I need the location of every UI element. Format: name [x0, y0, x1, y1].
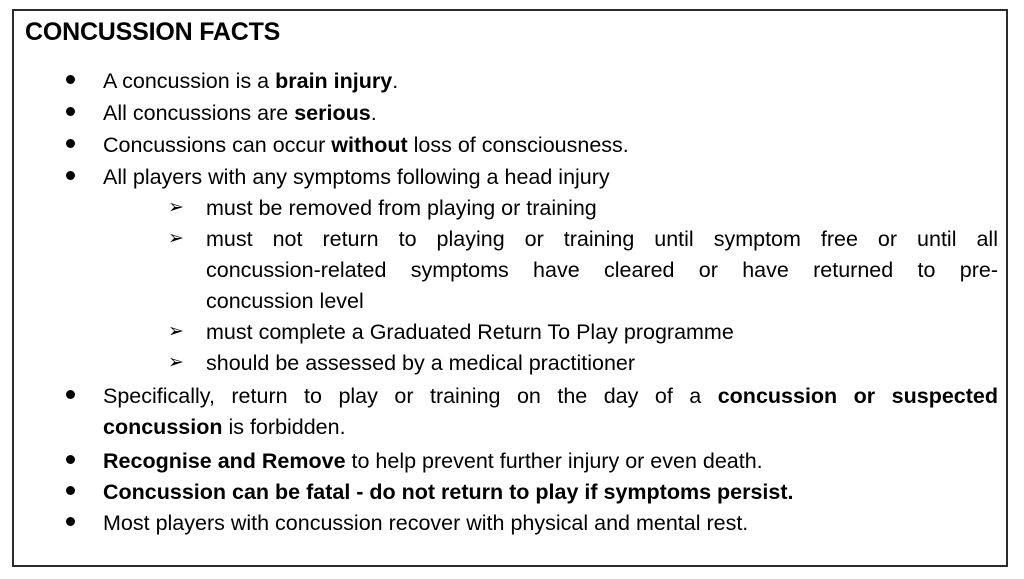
- sub-item-4: should be assessed by a medical practitioner: [206, 351, 636, 375]
- bullet-dot-icon: [66, 107, 75, 116]
- bullet-dot-icon: [66, 486, 75, 495]
- arrowhead-bullet-icon: ➢: [168, 228, 184, 249]
- fact-4: All players with any symptoms following a head injury: [103, 165, 610, 189]
- fact-7: Concussion can be fatal - do not return to play if symptoms persist.: [103, 480, 794, 504]
- arrowhead-bullet-icon: ➢: [168, 197, 184, 218]
- arrowhead-bullet-icon: ➢: [168, 321, 184, 342]
- fact-2: All concussions are serious.: [103, 101, 377, 125]
- sub-item-2-line-1: must not return to playing or training until symptom free or until all: [206, 227, 998, 251]
- bullet-dot-icon: [66, 139, 75, 148]
- arrowhead-bullet-icon: ➢: [168, 352, 184, 373]
- concussion-facts-box: [12, 9, 1008, 567]
- bullet-dot-icon: [66, 171, 75, 180]
- bullet-dot-icon: [66, 455, 75, 464]
- box-title: CONCUSSION FACTS: [25, 18, 281, 46]
- sub-item-1: must be removed from playing or training: [206, 196, 597, 220]
- fact-3: Concussions can occur without loss of consciousness.: [103, 133, 629, 157]
- sub-item-2-line-2: concussion-related symptoms have cleared or have returned to pre-: [206, 258, 998, 282]
- fact-6: Recognise and Remove to help prevent further injury or even death.: [103, 449, 763, 473]
- sub-item-3: must complete a Graduated Return To Play programme: [206, 320, 734, 344]
- fact-1: A concussion is a brain injury.: [103, 69, 399, 93]
- fact-5-line-2: concussion is forbidden.: [103, 415, 346, 439]
- sub-item-2-line-3: concussion level: [206, 289, 364, 313]
- bullet-dot-icon: [66, 517, 75, 526]
- fact-5-line-1: Specifically, return to play or training on the day of a concussion or suspected: [103, 384, 998, 408]
- bullet-dot-icon: [66, 390, 75, 399]
- fact-8: Most players with concussion recover with physical and mental rest.: [103, 511, 749, 535]
- bullet-dot-icon: [66, 75, 75, 84]
